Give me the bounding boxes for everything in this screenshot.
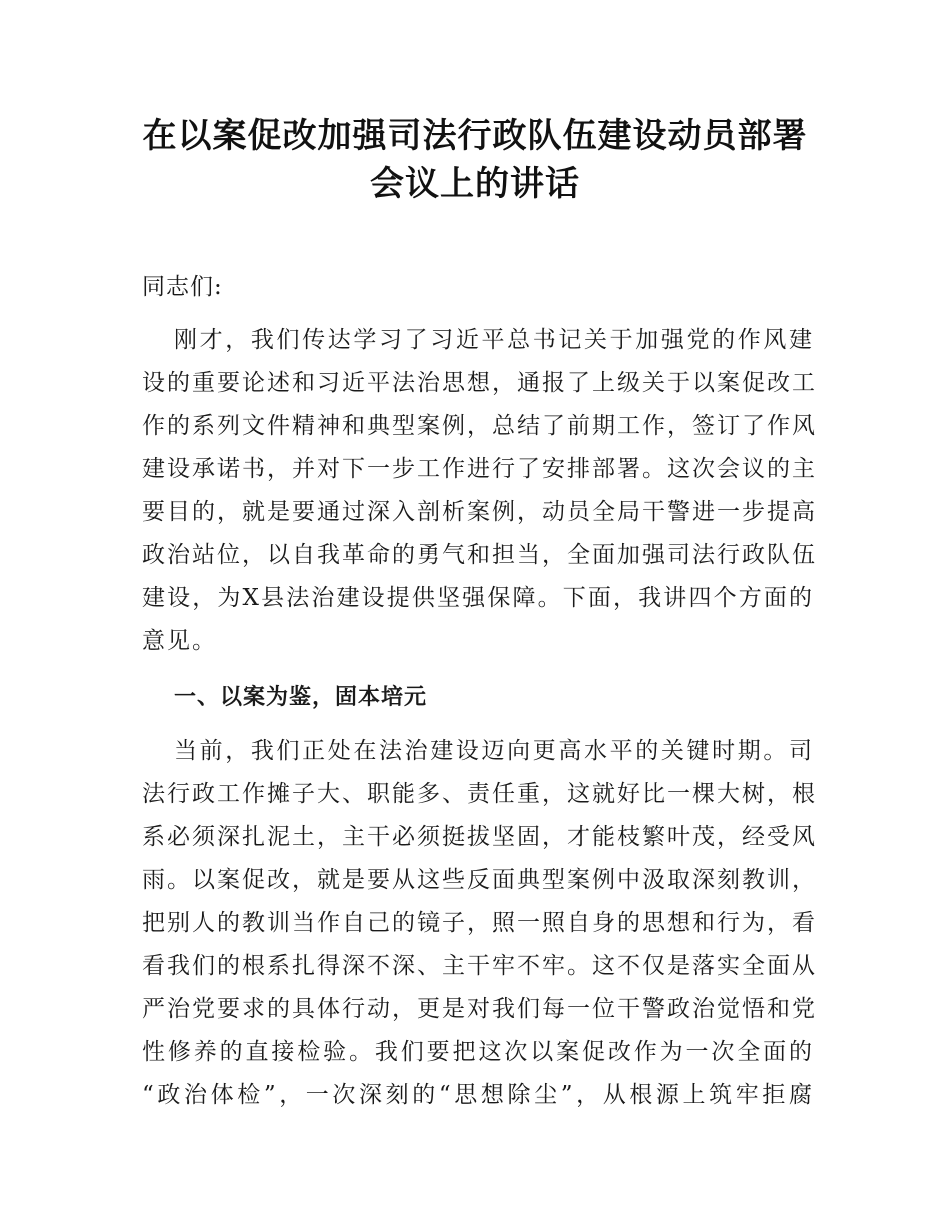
paragraph-2-line: 性修养的直接检验。我们要把这次以案促改作为一次全面的 <box>142 1039 814 1065</box>
salutation: 同志们: <box>142 274 223 300</box>
paragraph-1 <box>142 319 817 663</box>
paragraph-2-line: 看我们的根系扎得深不深、主干牢不牢。这不仅是落实全面从 <box>142 953 817 979</box>
paragraph-2-line: 严治党要求的具体行动，更是对我们每一位干警政治觉悟和党 <box>142 996 817 1022</box>
paragraph-1-line: 作的系列文件精神和典型案例，总结了前期工作，签订了作风 <box>142 413 817 439</box>
paragraph-1-line: 建设承诺书，并对下一步工作进行了安排部署。这次会议的主 <box>142 456 817 482</box>
title-line-2: 会议上的讲话 <box>370 164 580 204</box>
paragraph-2-line: 法行政工作摊子大、职能多、责任重，这就好比一棵大树，根 <box>142 781 817 807</box>
paragraph-1-line: 设的重要论述和习近平法治思想，通报了上级关于以案促改工 <box>142 370 817 396</box>
paragraph-2-line: 把别人的教训当作自己的镜子，照一照自身的思想和行为，看 <box>142 910 817 936</box>
paragraph-2 <box>142 730 817 1117</box>
paragraph-2-line: 系必须深扎泥土，主干必须挺拔坚固，才能枝繁叶茂，经受风 <box>142 824 817 850</box>
paragraph-1-line: 政治站位，以自我革命的勇气和担当，全面加强司法行政队伍 <box>142 542 817 568</box>
paragraph-2-line: “政治体检”，一次深刻的“思想除尘”，从根源上筑牢拒腐 <box>142 1082 814 1108</box>
paragraph-1-line: 要目的，就是要通过深入剖析案例，动员全局干警进一步提高 <box>142 499 817 525</box>
paragraph-2-line: 雨。以案促改，就是要从这些反面典型案例中汲取深刻教训， <box>142 867 817 893</box>
paragraph-1-line: 意见。 <box>142 628 217 654</box>
paragraph-2-line: 当前，我们正处在法治建设迈向更高水平的关键时期。司 <box>174 738 814 764</box>
document-title <box>100 112 850 208</box>
paragraph-1-line: 建设，为X县法治建设提供坚强保障。下面，我讲四个方面的 <box>142 585 814 611</box>
title-line-1: 在以案促改加强司法行政队伍建设动员部署 <box>142 116 808 156</box>
section-1-heading: 一、以案为鉴，固本培元 <box>174 685 428 710</box>
paragraph-1-line: 刚才，我们传达学习了习近平总书记关于加强党的作风建 <box>174 327 814 353</box>
